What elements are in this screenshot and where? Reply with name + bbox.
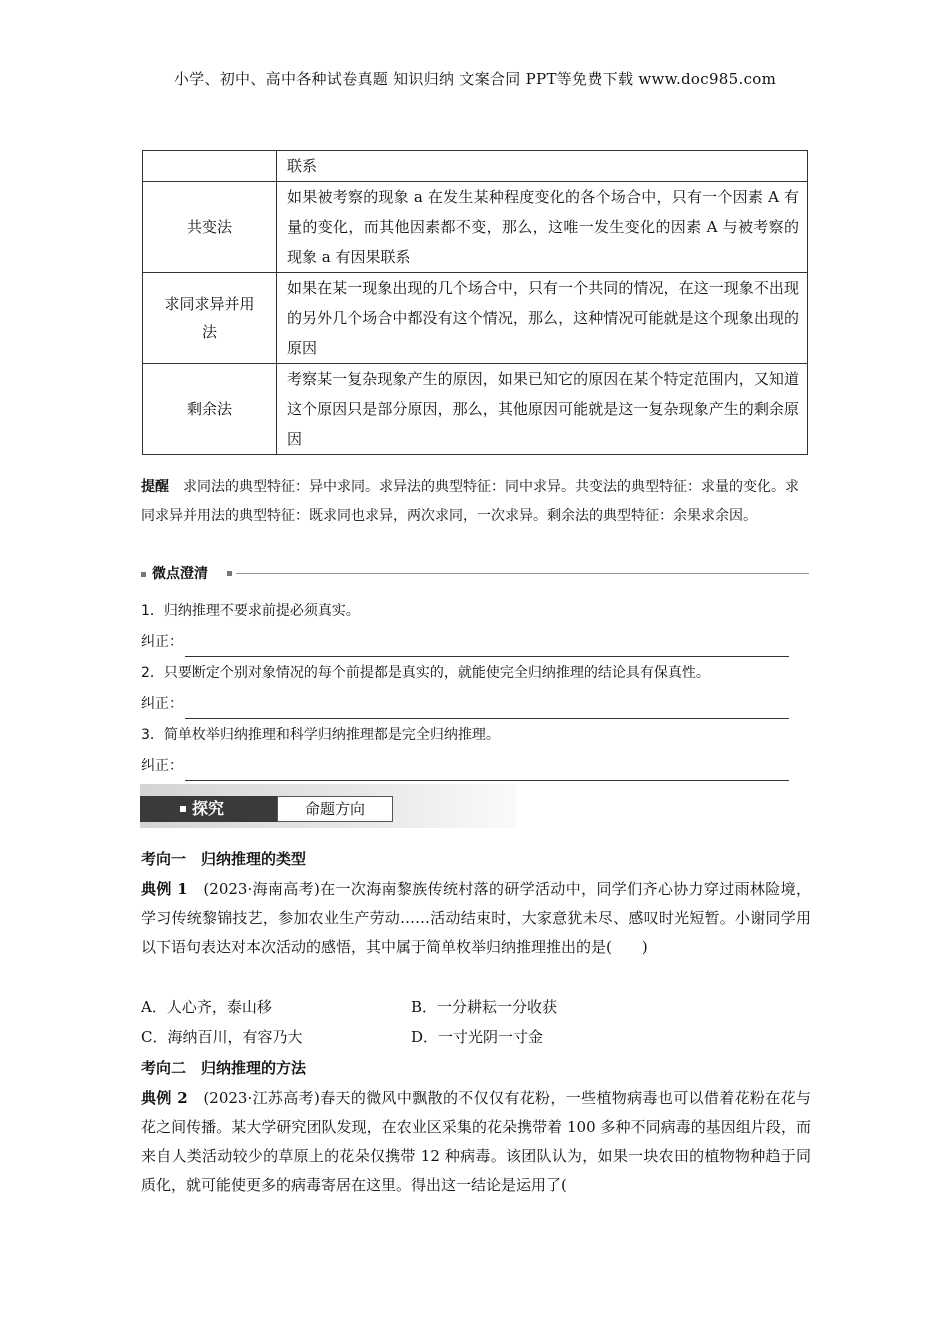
- section-title: 微点澄清: [152, 566, 208, 582]
- fix-line: [141, 628, 811, 657]
- fix-label: 纠正：: [141, 696, 183, 712]
- banner-light-tab: 命题方向: [277, 796, 393, 822]
- method-name: [143, 151, 277, 182]
- option-a[interactable]: A．人心齐，泰山移: [141, 998, 272, 1016]
- methods-table: [142, 150, 808, 455]
- fix-label: 纠正：: [141, 634, 183, 650]
- option-d[interactable]: D．一寸光阴一寸金: [411, 1028, 544, 1046]
- page-header: 小学、初中、高中各种试卷真题 知识归纳 文案合同 PPT等免费下载 www.doc985.com: [173, 70, 777, 88]
- clarify-item: 1．归纳推理不要求前提必须真实。: [141, 603, 360, 619]
- divider: [236, 573, 809, 574]
- square-bullet-icon: [180, 806, 186, 812]
- table-row: [143, 151, 808, 182]
- method-name: 共变法: [143, 182, 277, 273]
- table-row: [143, 182, 808, 273]
- section-heading: [141, 563, 809, 583]
- tip-label: 提醒: [141, 479, 169, 495]
- method-desc: 联系: [277, 151, 808, 182]
- fix-label: 纠正：: [141, 758, 183, 774]
- clarify-item: 3．简单枚举归纳推理和科学归纳推理都是完全归纳推理。: [141, 727, 500, 743]
- tip-text: 求同法的典型特征：异中求同。求异法的典型特征：同中求异。共变法的典型特征：求量的变化。求同求异并用法的典型特征：既求同也求异，两次求同，一次求异。剩余法的典型特征：余果求余因。: [141, 479, 799, 524]
- direction-title: 考向二 归纳推理的方法: [141, 1059, 307, 1077]
- example-2: [141, 1084, 811, 1200]
- square-bullet-icon: [227, 571, 232, 576]
- example-1: [141, 875, 811, 962]
- explore-banner: [140, 784, 516, 828]
- table-row: [143, 364, 808, 455]
- direction-title: 考向一 归纳推理的类型: [141, 850, 307, 868]
- tip-paragraph: [141, 473, 811, 531]
- square-bullet-icon: [141, 572, 146, 577]
- answer-blank[interactable]: [185, 640, 789, 657]
- answer-blank[interactable]: [185, 702, 789, 719]
- fix-line: [141, 690, 811, 719]
- example-text: (2023·江苏高考)春天的微风中飘散的不仅仅有花粉，一些植物病毒也可以借着花粉在花与花之间传播。某大学研究团队发现，在农业区采集的花朵携带着 100 多种不同病毒的基因组片段，而来自人类活动较少的草原上的花朵仅携带 12 种病毒。该团队认为，如果一块农田的植物物种趋于同质化，就可能使更多的病毒寄居在这里。得出这一结论是运用了(: [141, 1089, 811, 1194]
- example-label: 典例 1: [141, 880, 188, 898]
- table-row: [143, 273, 808, 364]
- option-b[interactable]: B．一分耕耘一分收获: [411, 998, 558, 1016]
- example-text: (2023·海南高考)在一次海南黎族传统村落的研学活动中，同学们齐心协力穿过雨林险境，学习传统黎锦技艺，参加农业生产劳动……活动结束时，大家意犹未尽、感叹时光短暂。小谢同学用以下语句表达对本次活动的感悟，其中属于简单枚举归纳推理推出的是( ): [141, 880, 811, 956]
- answer-blank[interactable]: [185, 764, 789, 781]
- method-desc: 如果在某一现象出现的几个场合中，只有一个共同的情况，在这一现象不出现的另外几个场合中都没有这个情况，那么，这种情况可能就是这个现象出现的原因: [277, 273, 808, 364]
- method-desc: 考察某一复杂现象产生的原因，如果已知它的原因在某个特定范围内，又知道这个原因只是部分原因，那么，其他原因可能就是这一复杂现象产生的剩余原因: [277, 364, 808, 455]
- banner-dark-tab: [140, 796, 277, 822]
- clarify-item: 2．只要断定个别对象情况的每个前提都是真实的，就能使完全归纳推理的结论具有保真性。: [141, 665, 710, 681]
- method-name: 剩余法: [143, 364, 277, 455]
- example-label: 典例 2: [141, 1089, 188, 1107]
- option-c[interactable]: C．海纳百川，有容乃大: [141, 1028, 303, 1046]
- fix-line: [141, 752, 811, 781]
- method-desc: 如果被考察的现象 a 在发生某种程度变化的各个场合中，只有一个因素 A 有量的变化，而其他因素都不变，那么，这唯一发生变化的因素 A 与被考察的现象 a 有因果联系: [277, 182, 808, 273]
- method-name: 求同求异并用法: [143, 273, 277, 364]
- banner-dark-label: 探究: [192, 799, 225, 818]
